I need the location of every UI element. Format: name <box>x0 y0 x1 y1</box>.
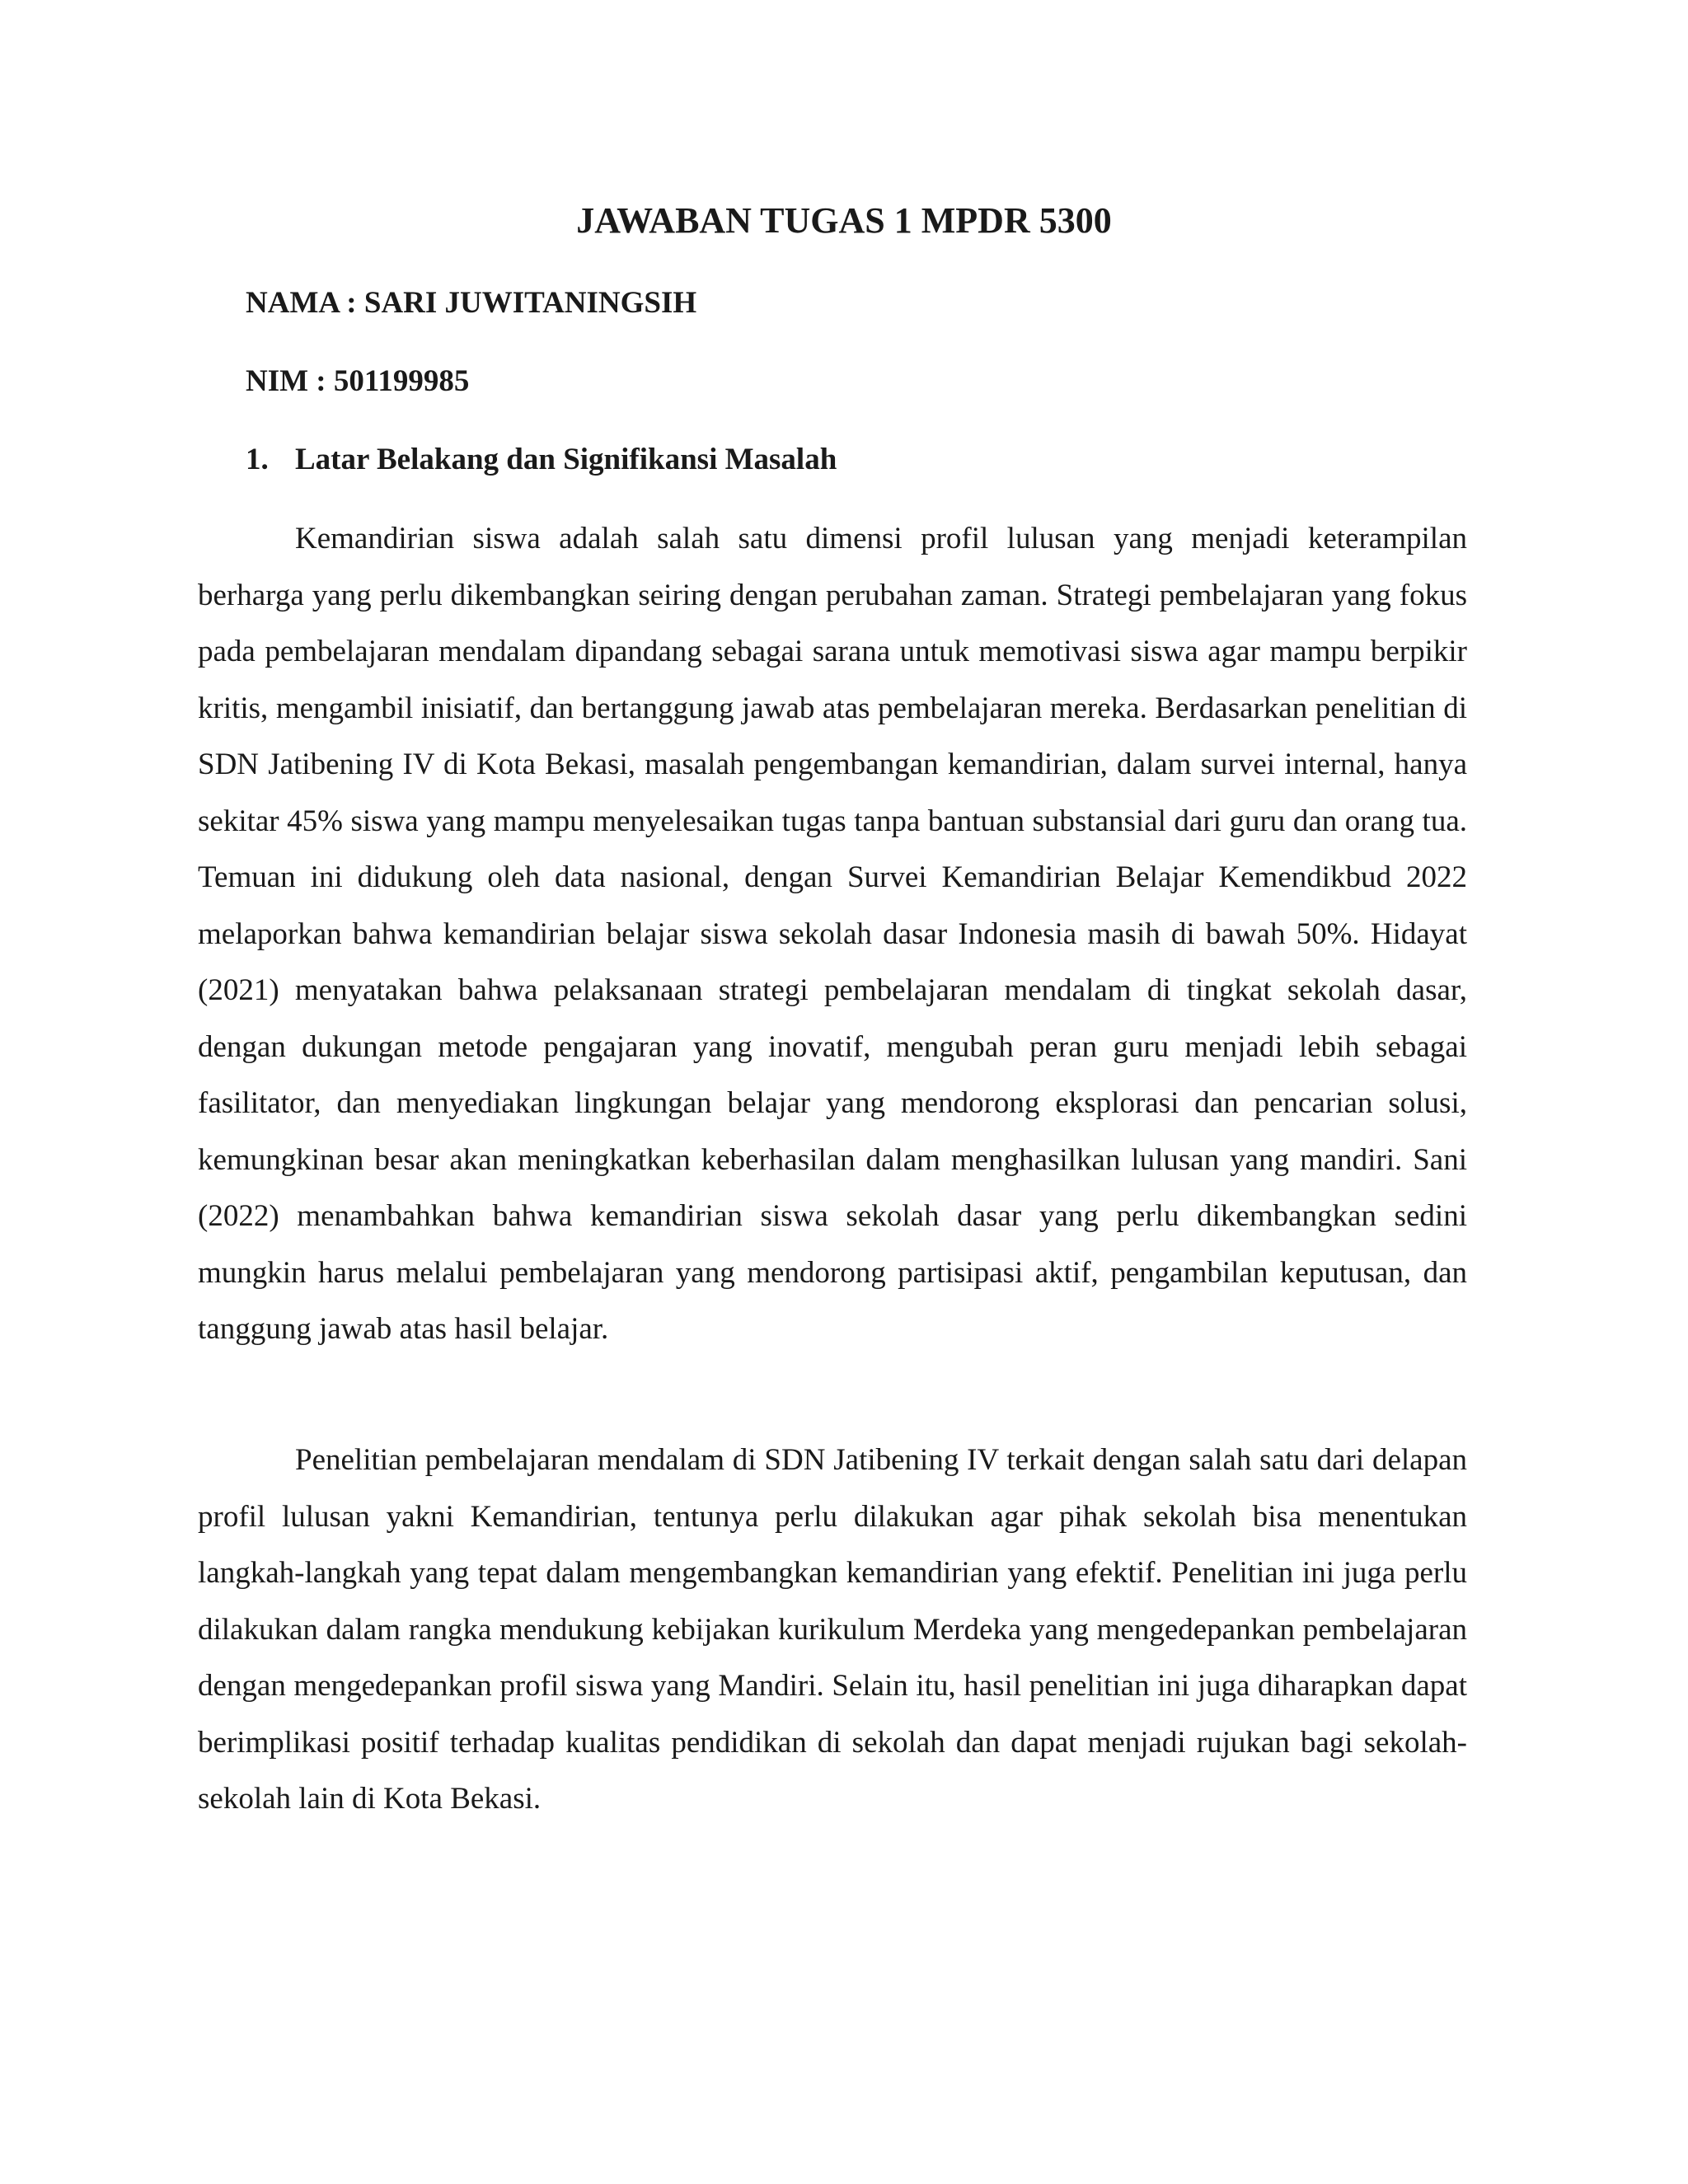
section-heading <box>246 439 837 480</box>
body-paragraph-2: Penelitian pembelajaran mendalam di SDN Jatibening IV terkait dengan salah satu dari delapan profil lulusan yakni Kemandirian, tentunya perlu dilakukan agar pihak sekolah bisa menentukan langkah-langkah yang tepat dalam mengembangkan kemandirian yang efektif. Penelitian ini juga perlu dilakukan dalam rangka mendukung kebijakan kurikulum Merdeka yang mengedepankan pembelajaran dengan mengedepankan profil siswa yang Mandiri. Selain itu, hasil penelitian ini juga diharapkan dapat berimplikasi positif terhadap kualitas pendidikan di sekolah dan dapat menjadi rujukan bagi sekolah-sekolah lain di Kota Bekasi. <box>198 1443 1467 1816</box>
section-heading-text: Latar Belakang dan Signifikansi Masalah <box>295 443 837 476</box>
student-nim-line: NIM : 501199985 <box>246 364 470 398</box>
section-number: 1. <box>246 443 269 476</box>
document-title: JAWABAN TUGAS 1 MPDR 5300 <box>576 200 1112 241</box>
body-paragraph-1: Kemandirian siswa adalah salah satu dimensi profil lulusan yang menjadi keterampilan berharga yang perlu dikembangkan seiring dengan perubahan zaman. Strategi pembelajaran yang fokus pada pembelajaran mendalam dipandang sebagai sarana untuk memotivasi siswa agar mampu berpikir kritis, mengambil inisiatif, dan bertanggung jawab atas pembelajaran mereka. Berdasarkan penelitian di SDN Jatibening IV di Kota Bekasi, masalah pengembangan kemandirian, dalam survei internal, hanya sekitar 45% siswa yang mampu menyelesaikan tugas tanpa bantuan substansial dari guru dan orang tua. Temuan ini didukung oleh data nasional, dengan Survei Kemandirian Belajar Kemendikbud 2022 melaporkan bahwa kemandirian belajar siswa sekolah dasar Indonesia masih di bawah 50%. Hidayat (2021) menyatakan bahwa pelaksanaan strategi pembelajaran mendalam di tingkat sekolah dasar, dengan dukungan metode pengajaran yang inovatif, mengubah peran guru menjadi lebih sebagai fasilitator, dan menyediakan lingkungan belajar yang mendorong eksplorasi dan pencarian solusi, kemungkinan besar akan meningkatkan keberhasilan dalam menghasilkan lulusan yang mandiri. Sani (2022) menambahkan bahwa kemandirian siswa sekolah dasar yang perlu dikembangkan sedini mungkin harus melalui pembelajaran yang mendorong partisipasi aktif, pengambilan keputusan, dan tanggung jawab atas hasil belajar. <box>198 522 1467 1346</box>
student-name-line: NAMA : SARI JUWITANINGSIH <box>246 286 697 320</box>
